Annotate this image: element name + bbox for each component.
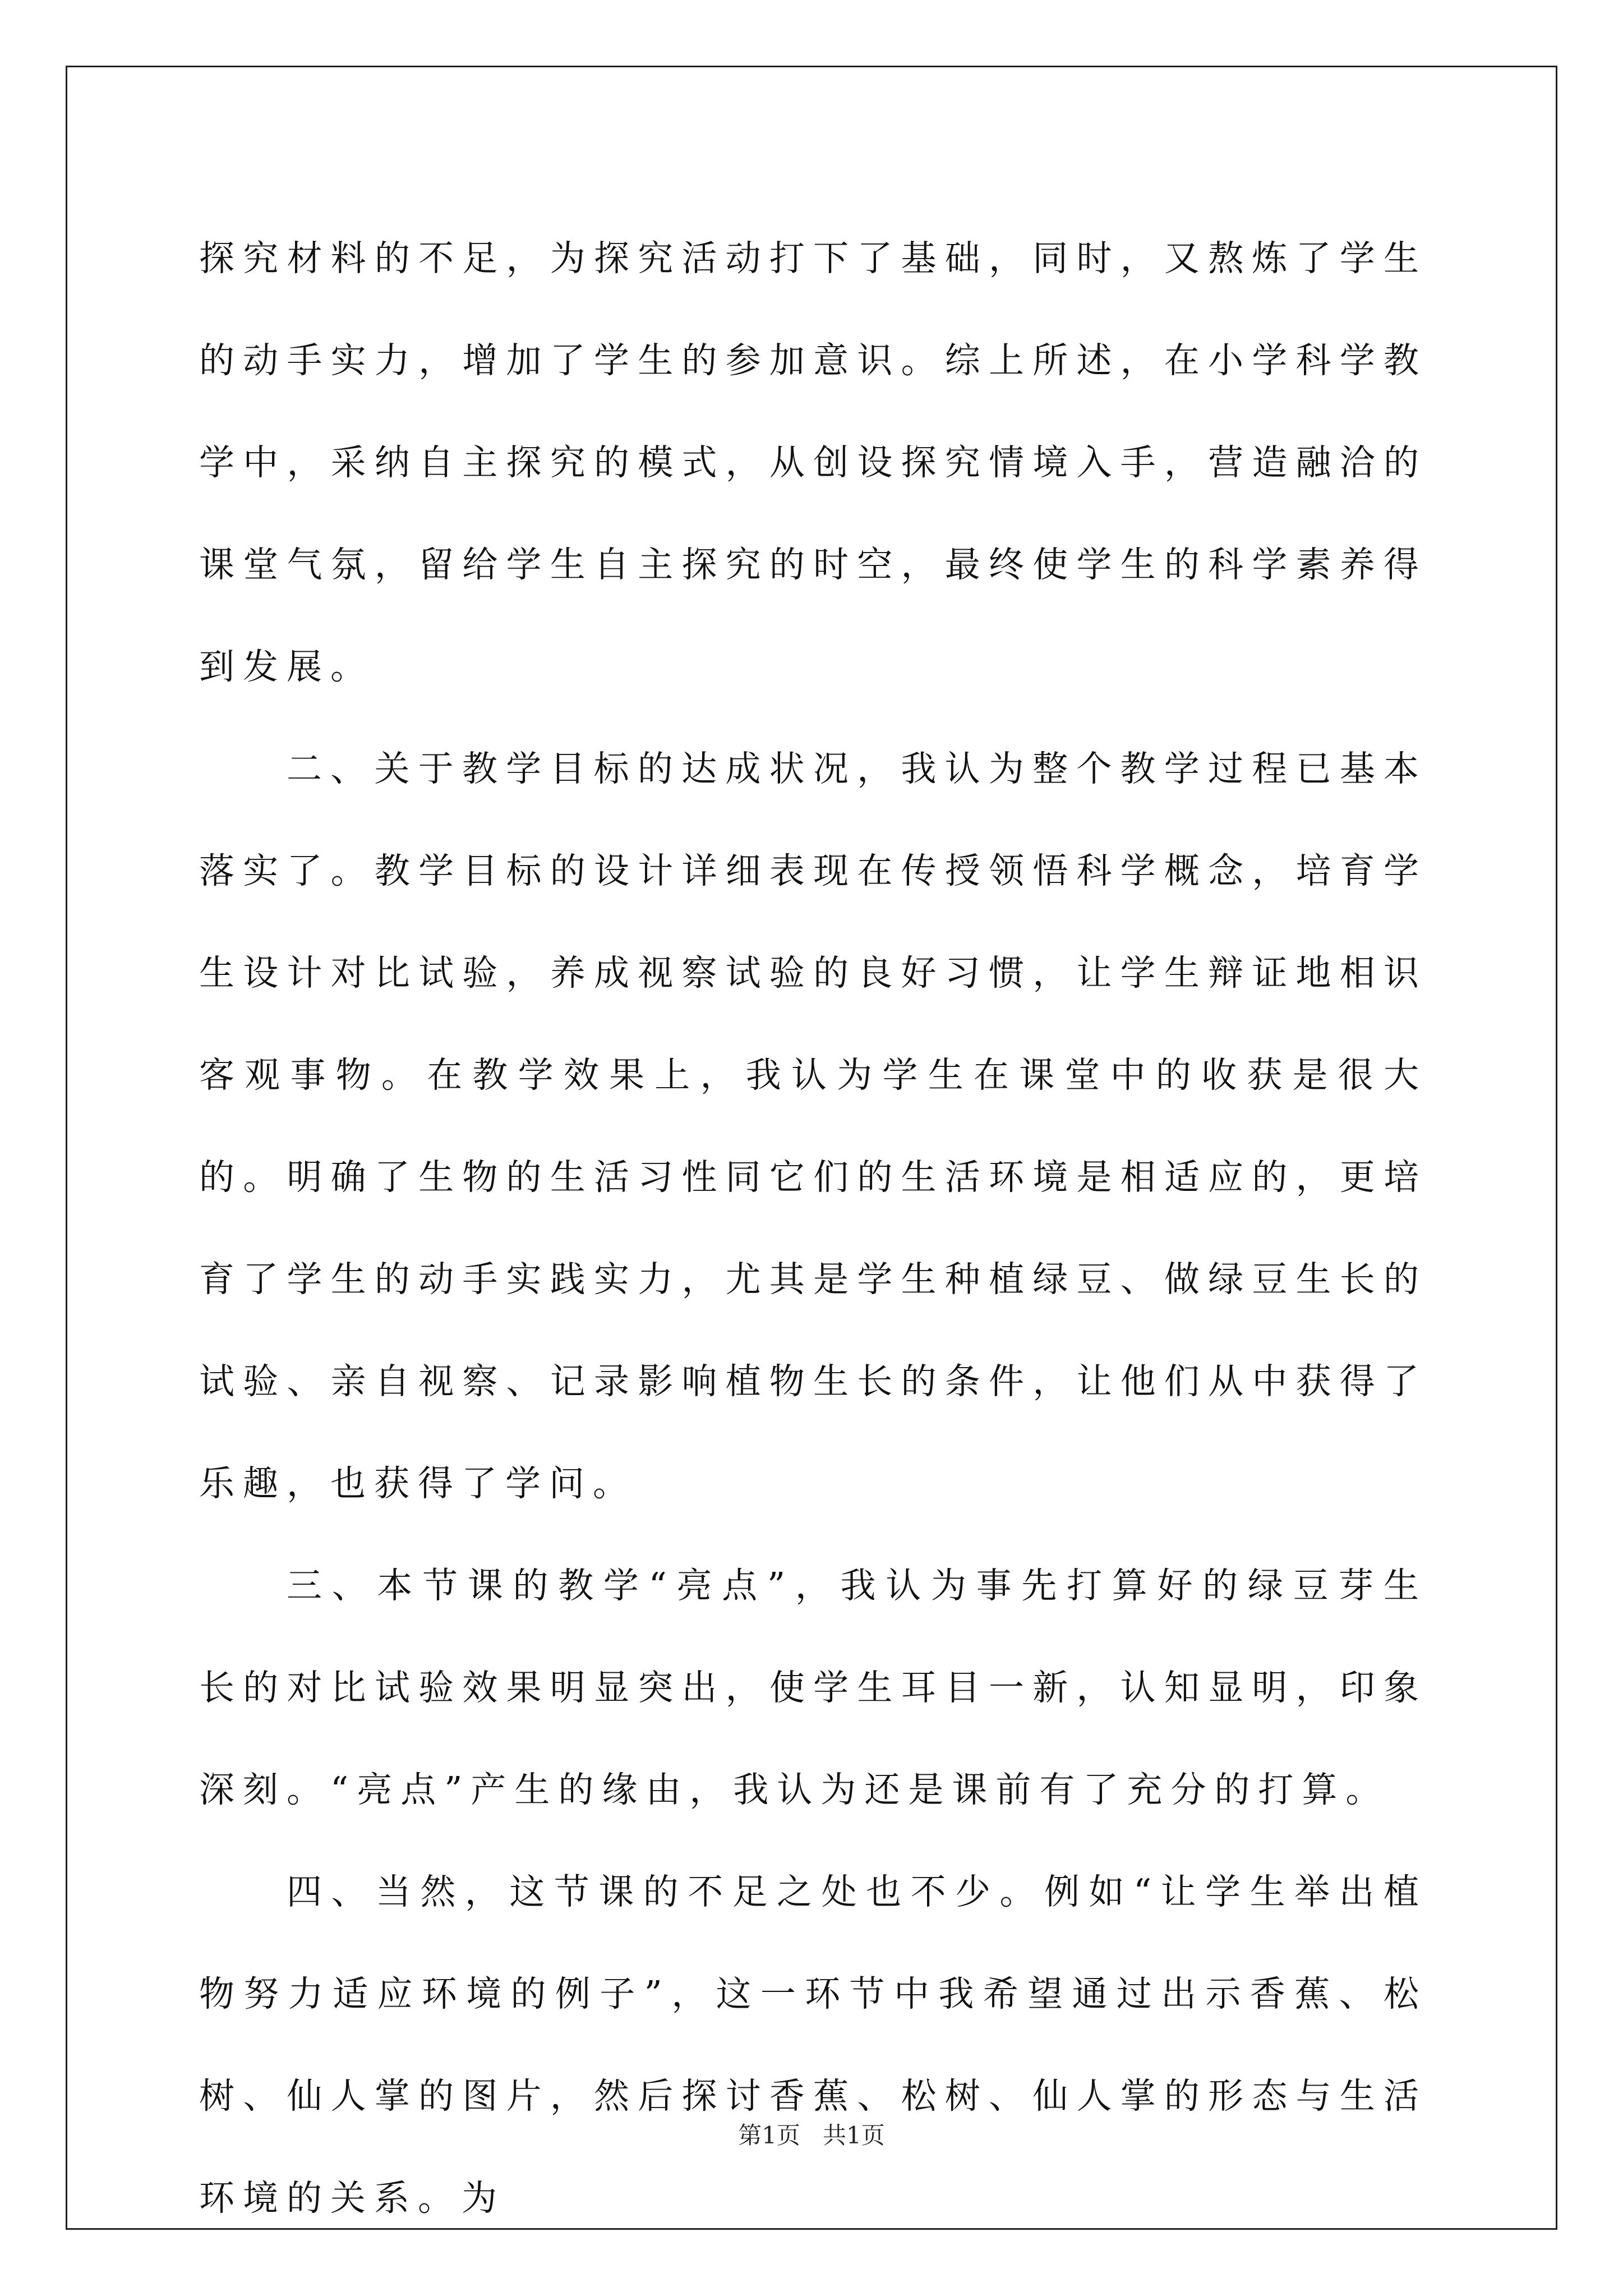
paragraph-3: 三、本节课的教学“亮点”，我认为事先打算好的绿豆芽生长的对比试验效果明显突出，使学生耳目一新，认知显明，印象深刻。“亮点”产生的缘由，我认为还是课前有了充分的打算。	[199, 1565, 1427, 1810]
paragraph-4: 四、当然，这节课的不足之处也不少。例如“让学生举出植物努力适应环境的例子”，这一环节中我希望通过出示香蕉、松树、仙人掌的图片，然后探讨香蕉、松树、仙人掌的形态与生活环境的关系。为	[199, 1871, 1427, 2219]
document-body	[199, 208, 1427, 2249]
paragraph-1: 探究材料的不足，为探究活动打下了基础，同时，又熬炼了学生的动手实力，增加了学生的参加意识。综上所述，在小学科学教学中，采纳自主探究的模式，从创设探究情境入手，营造融洽的课堂气氛，留给学生自主探究的时空，最终使学生的科学素养得到发展。	[199, 238, 1427, 687]
paragraph-2: 二、关于教学目标的达成状况，我认为整个教学过程已基本落实了。教学目标的设计详细表现在传授领悟科学概念，培育学生设计对比试验，养成视察试验的良好习惯，让学生辩证地相识客观事物。在教学效果上，我认为学生在课堂中的收获是很大的。明确了生物的生活习性同它们的生活环境是相适应的，更培育了学生的动手实践实力，尤其是学生种植绿豆、做绿豆生长的试验、亲自视察、记录影响植物生长的条件，让他们从中获得了乐趣，也获得了学问。	[199, 748, 1427, 1504]
page-footer	[0, 2122, 1623, 2150]
page-total: 共1页	[823, 2122, 885, 2149]
page-number: 第1页	[738, 2122, 800, 2149]
